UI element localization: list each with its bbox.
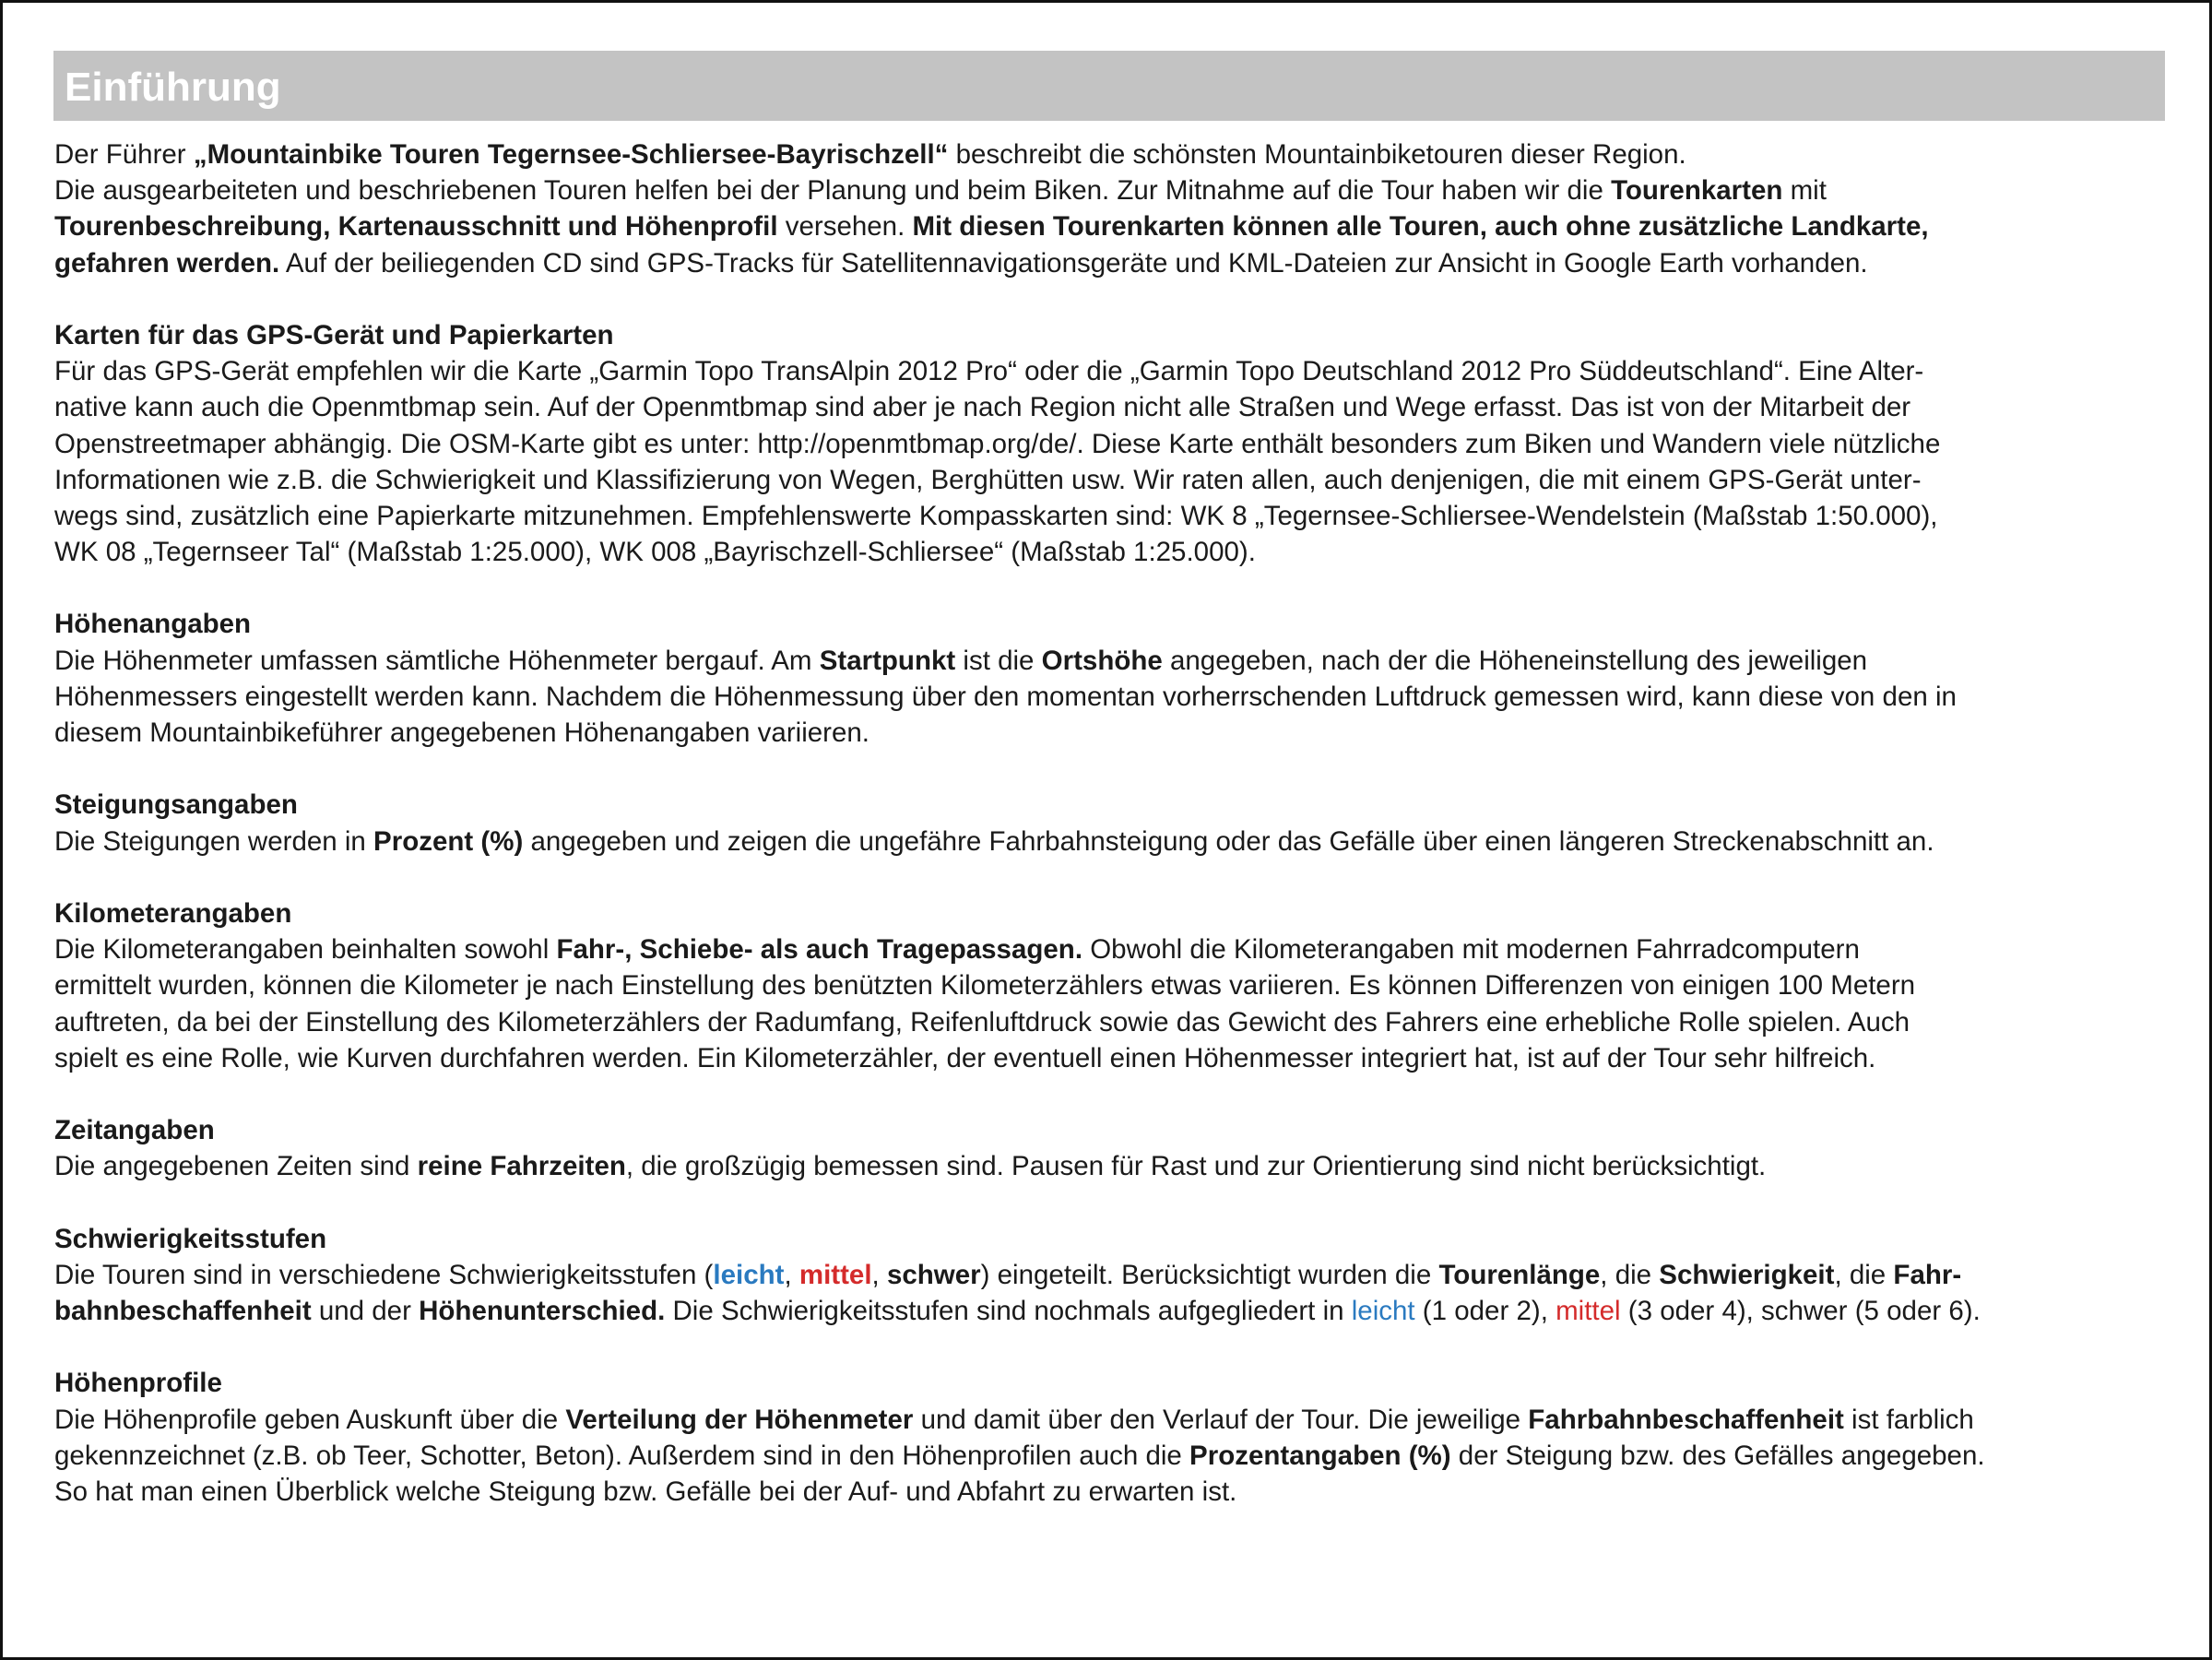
- paragraph-line: [54, 172, 2175, 208]
- text-run: So hat man einen Überblick welche Steigung bzw. Gefälle bei der Auf- und Abfahrt zu erwarten ist.: [54, 1476, 1237, 1507]
- section-heading: Zeitangaben: [54, 1115, 215, 1146]
- text-run: Die Steigungen werden in: [54, 825, 374, 857]
- bold-text-run: bahnbeschaffenheit: [54, 1296, 312, 1326]
- text-run: Die Schwierigkeitsstufen sind nochmals aufgegliedert in: [665, 1296, 1352, 1326]
- bold-text-run: Schwierigkeit: [1659, 1259, 1835, 1290]
- section-heading: Höhenprofile: [54, 1368, 222, 1399]
- section-heading: Schwierigkeitsstufen: [54, 1223, 327, 1254]
- bold-text-run: Prozent (%): [373, 825, 524, 857]
- text-run: diesem Mountainbikeführer angegebenen Höhenangaben variieren.: [54, 717, 869, 748]
- text-run: WK 08 „Tegernseer Tal“ (Maßstab 1:25.000), WK 008 „Bayrischzell-Schliersee“ (Maßstab 1:25.000).: [54, 537, 1256, 568]
- text-run: Openstreetmaper abhängig. Die OSM-Karte gibt es unter: http://openmtbmap.org/de/. Diese Karte enthält besonders zum Biken und Wandern viele nützliche: [54, 428, 1941, 459]
- bold-text-run: Tourenlänge: [1438, 1259, 1601, 1290]
- paragraph-line: [54, 498, 2175, 534]
- section: [54, 570, 2175, 751]
- bold-text-run: Höhenunterschied.: [419, 1296, 666, 1326]
- paragraph-line: [54, 389, 2175, 425]
- text-run: Der Führer: [54, 139, 194, 170]
- difficulty-label-blue: leicht: [713, 1259, 785, 1290]
- section: [54, 281, 2175, 571]
- paragraph-line: [54, 426, 2175, 462]
- text-run: und der: [311, 1296, 420, 1326]
- paragraph-line: [54, 1474, 2175, 1510]
- section-heading: Steigungsangaben: [54, 789, 298, 821]
- section: [54, 860, 2175, 1076]
- bold-text-run: Fahr-: [1893, 1259, 1962, 1290]
- paragraph-line: [54, 1402, 2175, 1438]
- paragraph-line: [54, 715, 2175, 751]
- text-run: gekennzeichnet (z.B. ob Teer, Schotter, Beton). Außerdem sind in den Höhenprofilen auch die: [54, 1440, 1190, 1471]
- text-run: mit: [1782, 175, 1827, 207]
- difficulty-label-red: mittel: [1555, 1296, 1621, 1326]
- text-run: , die: [1600, 1259, 1660, 1290]
- bold-text-run: „Mountainbike Touren Tegernsee-Schliersee-Bayrischzell“: [193, 139, 949, 170]
- text-run: ) eingeteilt. Berücksichtigt wurden die: [980, 1259, 1439, 1290]
- paragraph-line: [54, 245, 2175, 281]
- paragraph-line: [54, 208, 2175, 244]
- paragraph-line: [54, 931, 2175, 967]
- section-spacer: [54, 1076, 2175, 1112]
- text-run: , die großzügig bemessen sind. Pausen für Rast und zur Orientierung sind nicht berücksichtigt.: [625, 1151, 1767, 1182]
- bold-text-run: Mit diesen Tourenkarten können alle Touren, auch ohne zusätzliche Landkarte,: [912, 211, 1929, 243]
- bold-text-run: Verteilung der Höhenmeter: [565, 1404, 914, 1435]
- paragraph-line: [54, 353, 2175, 389]
- paragraph-line: [54, 462, 2175, 498]
- section-heading: Karten für das GPS-Gerät und Papierkarten: [54, 319, 614, 350]
- bold-text-run: Ortshöhe: [1041, 645, 1163, 676]
- paragraph-line: [54, 534, 2175, 570]
- section: [54, 751, 2175, 860]
- paragraph-line: [54, 136, 2175, 172]
- text-run: ist die: [955, 645, 1042, 676]
- paragraph-line: [54, 1438, 2175, 1474]
- section-spacer: [54, 281, 2175, 317]
- page-title: Einführung: [65, 65, 281, 110]
- bold-text-run: Tourenbeschreibung, Kartenausschnitt und Höhenprofil: [54, 211, 778, 243]
- section: [54, 1329, 2175, 1510]
- text-run: Auf der beiliegenden CD sind GPS-Tracks für Satellitennavigationsgeräte und KML-Dateien zur Ansicht in Google Earth vorhanden.: [279, 247, 1868, 279]
- bold-text-run: Fahrbahnbeschaffenheit: [1528, 1404, 1844, 1435]
- text-run: Informationen wie z.B. die Schwierigkeit und Klassifizierung von Wegen, Berghütten usw. Wir raten allen, auch denjenigen, die mit einem GPS-Gerät unter-: [54, 464, 1922, 495]
- text-run: der Steigung bzw. des Gefälles angegeben.: [1450, 1440, 1985, 1471]
- paragraph-line: [54, 1293, 2175, 1329]
- text-run: Höhenmessers eingestellt werden kann. Nachdem die Höhenmessung über den momentan vorherrschenden Luftdruck gemessen wird, kann diese von den in: [54, 681, 1957, 712]
- bold-text-run: Fahr-, Schiebe- als auch Tragepassagen.: [556, 934, 1083, 966]
- section-heading: Höhenangaben: [54, 609, 252, 640]
- text-run: Für das GPS-Gerät empfehlen wir die Karte „Garmin Topo TransAlpin 2012 Pro“ oder die „Garmin Topo Deutschland 2012 Pro Süddeutschland“. Eine Alter-: [54, 356, 1924, 387]
- section-spacer: [54, 860, 2175, 895]
- text-run: Die Höhenprofile geben Auskunft über die: [54, 1404, 566, 1435]
- text-run: und damit über den Verlauf der Tour. Die jeweilige: [913, 1404, 1529, 1435]
- section: [54, 136, 2175, 281]
- text-run: native kann auch die Openmtbmap sein. Auf der Openmtbmap sind aber je nach Region nicht alle Straßen und Wege erfasst. Das ist von der Mitarbeit der: [54, 392, 1911, 423]
- section-spacer: [54, 751, 2175, 787]
- text-run: (1 oder 2),: [1414, 1296, 1556, 1326]
- paragraph-line: [54, 1148, 2175, 1184]
- text-run: Die ausgearbeiteten und beschriebenen Touren helfen bei der Planung und beim Biken. Zur Mitnahme auf die Tour haben wir die: [54, 175, 1612, 207]
- bold-text-run: Prozentangaben (%): [1189, 1440, 1451, 1471]
- text-run: Obwohl die Kilometerangaben mit modernen Fahrradcomputern: [1082, 934, 1860, 966]
- document-body: [54, 136, 2175, 1510]
- text-run: ,: [784, 1259, 799, 1290]
- text-run: ,: [871, 1259, 887, 1290]
- difficulty-label-blue: leicht: [1351, 1296, 1415, 1326]
- section-spacer: [54, 1329, 2175, 1365]
- text-run: versehen.: [777, 211, 913, 243]
- section-spacer: [54, 570, 2175, 606]
- paragraph-line: [54, 967, 2175, 1003]
- section-spacer: [54, 1184, 2175, 1220]
- text-run: auftreten, da bei der Einstellung des Kilometerzählers der Radumfang, Reifenluftdruck sowie das Gewicht des Fahrers eine erhebliche Rolle spielen. Auch: [54, 1006, 1910, 1038]
- text-run: Die Kilometerangaben beinhalten sowohl: [54, 934, 557, 966]
- bold-text-run: Startpunkt: [819, 645, 956, 676]
- section: [54, 1184, 2175, 1329]
- text-run: angegeben und zeigen die ungefähre Fahrbahnsteigung oder das Gefälle über einen längeren Streckenabschnitt an.: [523, 825, 1934, 857]
- text-run: ist farblich: [1843, 1404, 1974, 1435]
- paragraph-line: [54, 1257, 2175, 1293]
- bold-text-run: schwer: [886, 1259, 981, 1290]
- paragraph-line: [54, 1004, 2175, 1040]
- bold-text-run: reine Fahrzeiten: [417, 1151, 626, 1182]
- title-band: [53, 51, 2165, 121]
- text-run: Die Touren sind in verschiedene Schwierigkeitsstufen (: [54, 1259, 714, 1290]
- paragraph-line: [54, 679, 2175, 715]
- section-heading: Kilometerangaben: [54, 897, 292, 929]
- difficulty-label-red: mittel: [798, 1259, 872, 1290]
- bold-text-run: Tourenkarten: [1611, 175, 1783, 207]
- text-run: wegs sind, zusätzlich eine Papierkarte mitzunehmen. Empfehlenswerte Kompasskarten sind: WK 8 „Tegernsee-Schliersee-Wendelstein (Maßstab 1:50.000),: [54, 500, 1938, 531]
- text-run: beschreibt die schönsten Mountainbiketouren dieser Region.: [948, 139, 1686, 170]
- bold-text-run: gefahren werden.: [54, 247, 280, 279]
- paragraph-line: [54, 1040, 2175, 1076]
- text-run: ermittelt wurden, können die Kilometer je nach Einstellung des benützten Kilometerzählers etwas variieren. Es können Differenzen von einigen 100 Metern: [54, 970, 1916, 1002]
- section: [54, 1076, 2175, 1185]
- paragraph-line: [54, 824, 2175, 860]
- text-run: (3 oder 4), schwer (5 oder 6).: [1620, 1296, 1981, 1326]
- text-run: Die angegebenen Zeiten sind: [54, 1151, 418, 1182]
- text-run: Die Höhenmeter umfassen sämtliche Höhenmeter bergauf. Am: [54, 645, 820, 676]
- paragraph-line: [54, 643, 2175, 679]
- text-run: angegeben, nach der die Höheneinstellung des jeweiligen: [1162, 645, 1868, 676]
- text-run: , die: [1834, 1259, 1894, 1290]
- text-run: spielt es eine Rolle, wie Kurven durchfahren werden. Ein Kilometerzähler, der eventuell einen Höhenmesser integriert hat, ist auf der Tour sehr hilfreich.: [54, 1042, 1876, 1073]
